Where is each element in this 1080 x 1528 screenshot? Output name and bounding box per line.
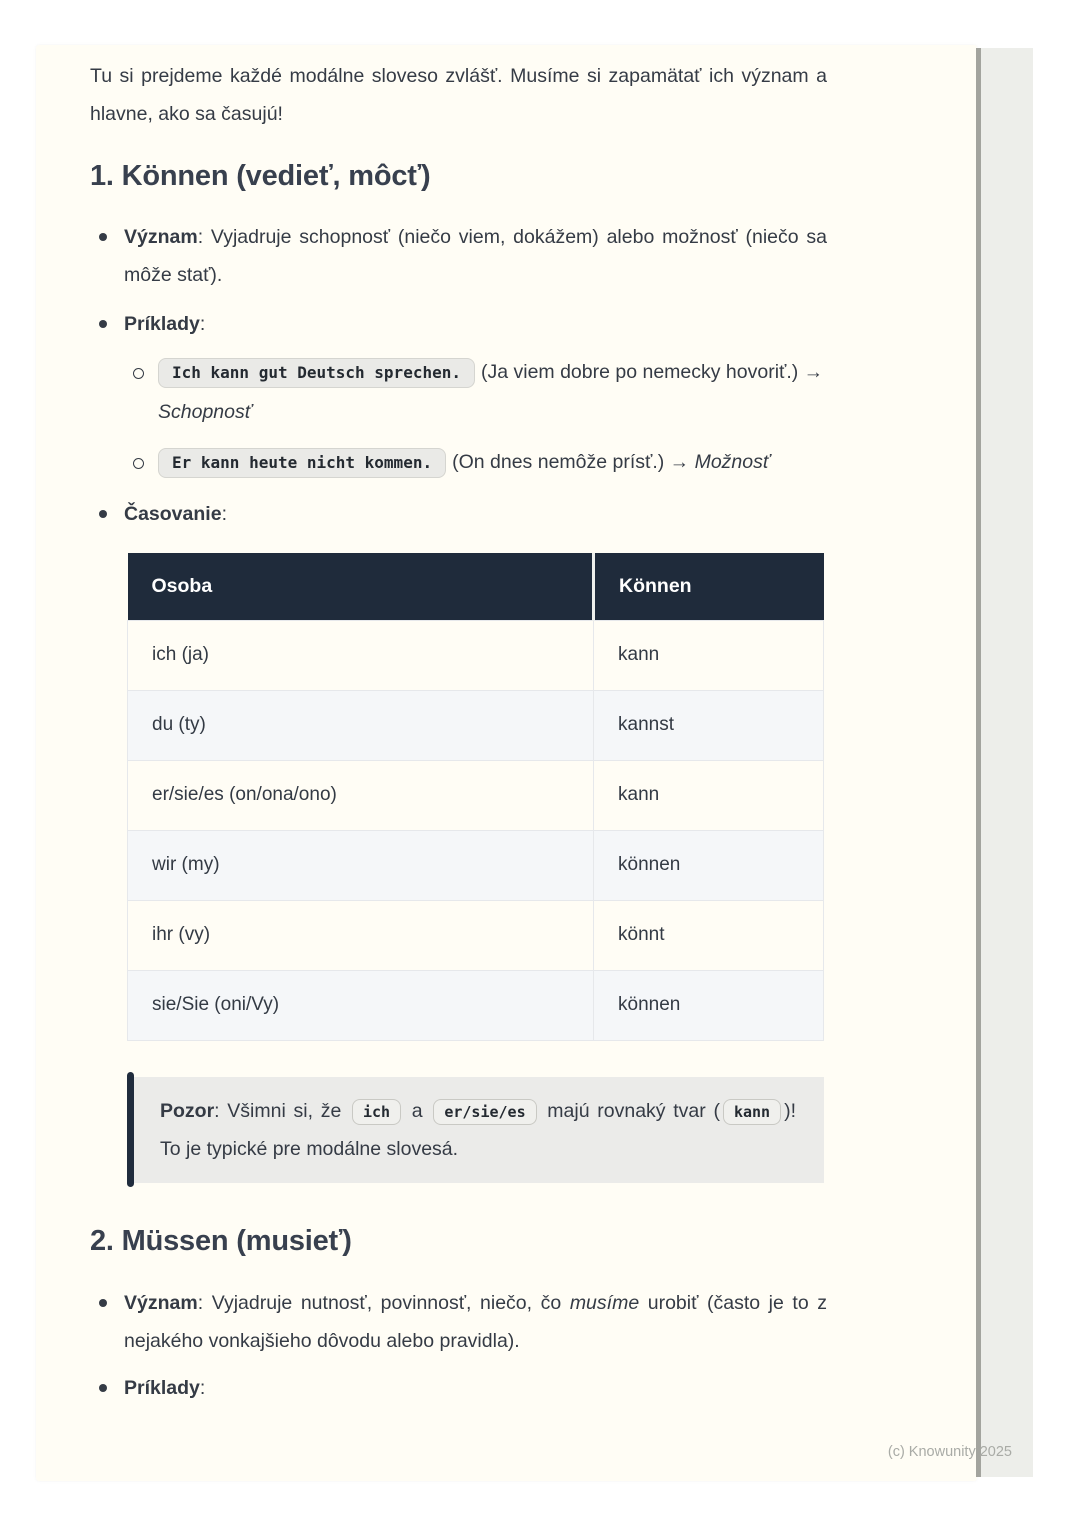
pozor-label: Pozor	[160, 1099, 215, 1122]
examples-list	[124, 352, 827, 482]
table-row	[128, 620, 824, 690]
cell-person: sie/Sie (oni/Vy)	[128, 970, 594, 1040]
cell-person: ich (ja)	[128, 620, 594, 690]
callout-t4: )! To je typické pre modálne slovesá.	[160, 1099, 796, 1160]
list-item-vyznam-2	[90, 1284, 827, 1360]
list-item-priklady-2	[90, 1369, 827, 1407]
list-item-priklady-1	[90, 305, 827, 482]
example-category: Možnosť	[694, 451, 770, 473]
casovanie-label: Časovanie	[124, 503, 222, 525]
code-chip: Ich kann gut Deutsch sprechen.	[158, 358, 475, 388]
vyznam-label: Význam	[124, 226, 198, 248]
conjugation-table-wrap	[127, 553, 827, 1041]
table-row	[128, 900, 824, 970]
table-row	[128, 690, 824, 760]
example-category: Schopnosť	[158, 401, 252, 423]
table-header-osoba: Osoba	[128, 553, 594, 620]
example-translation: (Ja viem dobre po nemecky hovoriť.) →	[480, 361, 824, 383]
example-item	[124, 442, 827, 482]
vyznam-text: : Vyjadruje schopnosť (niečo viem, dokážem) alebo možnosť (niečo sa môže stať).	[124, 226, 827, 286]
cell-form: kann	[594, 620, 824, 690]
section2-list	[90, 1284, 827, 1407]
priklady-colon: :	[199, 313, 206, 335]
code-chip: kann	[723, 1099, 781, 1125]
vyznam-post: urobiť (často je to z nejakého vonkajšieho dôvodu alebo pravidla).	[124, 1291, 827, 1352]
example-item	[124, 352, 827, 432]
callout-t2: a	[404, 1099, 431, 1122]
intro-paragraph: Tu si prejdeme každé modálne sloveso zvlášť. Musíme si zapamätať ich význam a hlavne, ako sa časujú!	[90, 65, 827, 125]
code-chip: ich	[352, 1099, 401, 1125]
pozor-callout	[127, 1077, 824, 1183]
cell-person: ihr (vy)	[128, 900, 594, 970]
page-edge-scrollbar[interactable]	[976, 48, 1033, 1477]
copyright-footer: (c) Knowunity 2025	[887, 1444, 1012, 1460]
cell-person: er/sie/es (on/ona/ono)	[128, 760, 594, 830]
vyznam-pre: : Vyjadruje nutnosť, povinnosť, niečo, čo	[197, 1291, 570, 1314]
table-header-row	[128, 553, 824, 620]
cell-form: kannst	[594, 690, 824, 760]
list-item-casovanie	[90, 495, 827, 533]
cell-person: wir (my)	[128, 830, 594, 900]
document-page	[36, 45, 977, 1481]
table-row	[128, 830, 824, 900]
code-chip: Er kann heute nicht kommen.	[158, 448, 446, 478]
callout-t1: : Všimni si, že	[214, 1099, 349, 1122]
priklady-label: Príklady	[124, 313, 200, 335]
callout-t3: majú rovnaký tvar (	[539, 1099, 720, 1122]
section2-heading: 2. Müssen (musieť)	[90, 1224, 352, 1257]
table-row	[128, 970, 824, 1040]
cell-form: könnt	[594, 900, 824, 970]
callout-accent-bar	[127, 1072, 134, 1187]
callout-text	[134, 1077, 824, 1183]
section1-heading: 1. Können (vedieť, môcť)	[90, 160, 431, 192]
conjugation-table	[127, 553, 824, 1041]
section1-list	[90, 218, 827, 533]
vyznam-italic: musíme	[569, 1291, 640, 1314]
list-item-vyznam-1	[90, 218, 827, 294]
table-row	[128, 760, 824, 830]
casovanie-colon: :	[221, 503, 227, 525]
table-header-koennen: Können	[594, 553, 824, 620]
cell-form: können	[594, 830, 824, 900]
priklady-label: Príklady	[124, 1376, 200, 1399]
cell-form: können	[594, 970, 824, 1040]
priklady-colon: :	[199, 1376, 206, 1399]
vyznam-label: Význam	[124, 1291, 198, 1314]
example-translation: (On dnes nemôže prísť.) →	[452, 451, 695, 473]
cell-person: du (ty)	[128, 690, 594, 760]
cell-form: kann	[594, 760, 824, 830]
code-chip: er/sie/es	[433, 1099, 536, 1125]
